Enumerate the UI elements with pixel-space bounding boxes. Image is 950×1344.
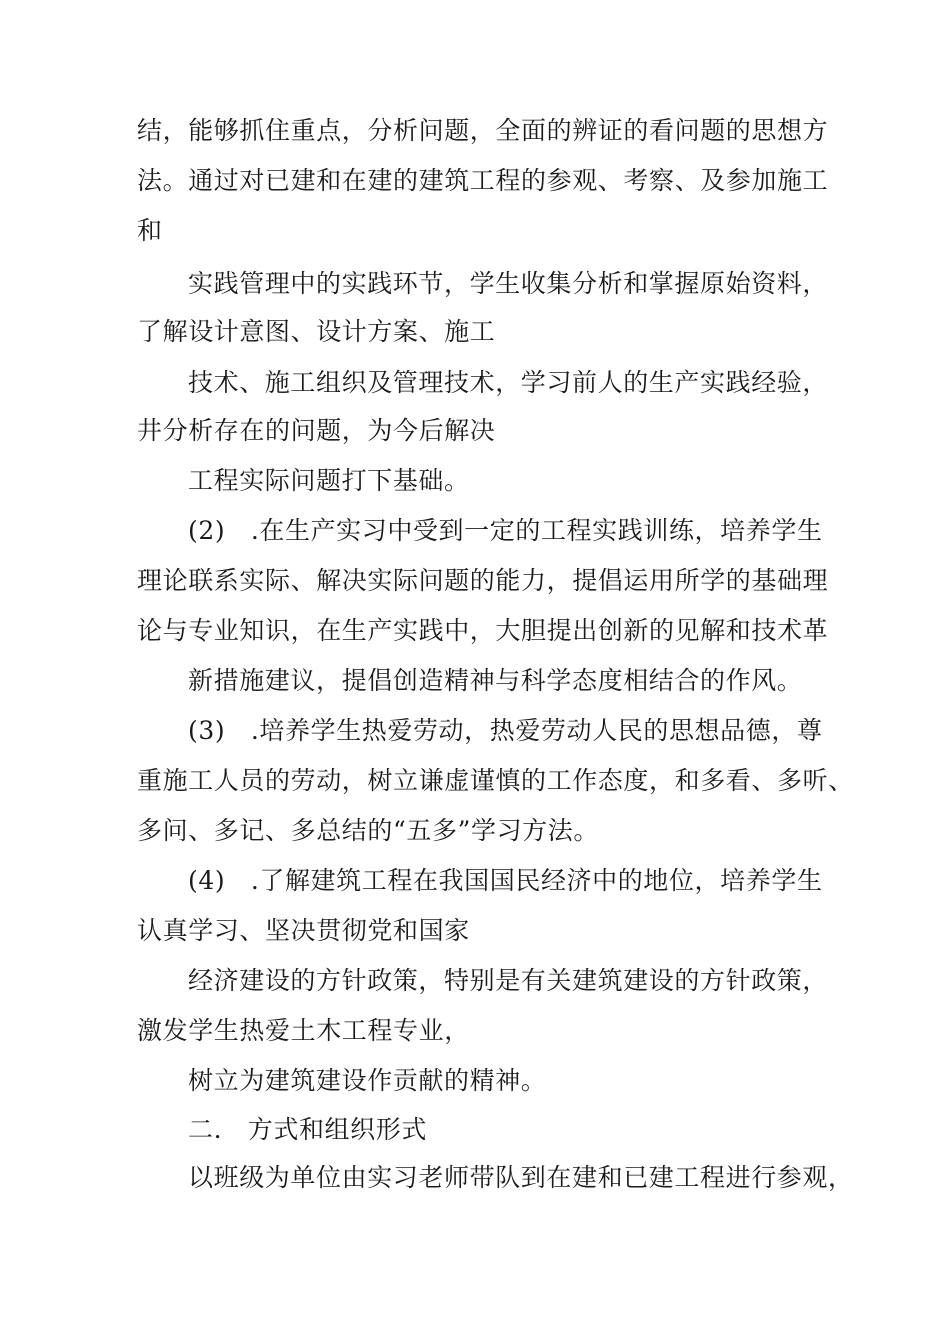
text-line: 新措施建议，提倡创造精神与科学态度相结合的作风。: [188, 666, 803, 695]
text-line: 工程实际问题打下基础。: [188, 466, 470, 495]
text-line: 技术、施工组织及管理技术，学习前人的生产实践经验，: [188, 368, 829, 397]
text-line: 实践管理中的实践环节，学生收集分析和掌握原始资料，: [188, 269, 829, 298]
text-line: (3) .培养学生热爱劳动，热爱劳动人民的思想品德，尊: [188, 716, 823, 745]
text-line: (4) .了解建筑工程在我国国民经济中的地位，培养学生: [188, 866, 823, 895]
text-line: 理论联系实际、解决实际问题的能力，提倡运用所学的基础理: [137, 566, 829, 595]
text-line: 和: [137, 216, 163, 245]
text-line: 多问、多记、多总结的“五多”学习方法。: [137, 816, 599, 845]
text-line: 井分析存在的问题，为今后解决: [137, 416, 496, 445]
text-line: 法。通过对已建和在建的建筑工程的参观、考察、及参加施工: [137, 166, 829, 195]
text-line: (2) .在生产实习中受到一定的工程实践训练，培养学生: [188, 516, 823, 545]
text-line: 以班级为单位由实习老师带队到在建和已建工程进行参观，: [188, 1163, 854, 1192]
text-line: 经济建设的方针政策，特别是有关建筑建设的方针政策，: [188, 966, 829, 995]
text-line: 认真学习、坚决贯彻党和国家: [137, 916, 470, 945]
section-heading: 二. 方式和组织形式: [188, 1115, 427, 1144]
text-line: 重施工人员的劳动，树立谦虚谨慎的工作态度，和多看、多听、: [137, 766, 854, 795]
text-line: 论与专业知识，在生产实践中，大胆提出创新的见解和技术革: [137, 616, 829, 645]
text-line: 激发学生热爱土木工程专业，: [137, 1016, 470, 1045]
text-line: 结，能够抓住重点，分析问题，全面的辨证的看问题的思想方: [137, 116, 829, 145]
text-line: 了解设计意图、设计方案、施工: [137, 317, 496, 346]
text-line: 树立为建筑建设作贡献的精神。: [188, 1066, 547, 1095]
